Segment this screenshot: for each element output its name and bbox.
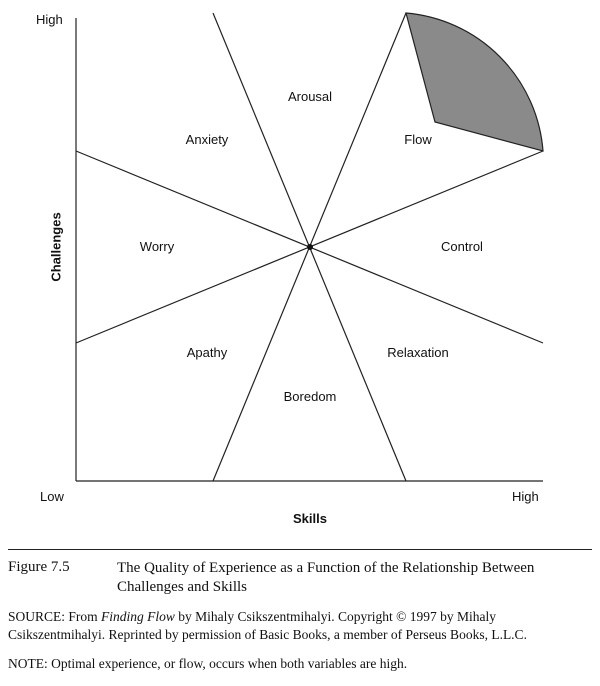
region-worry: Worry [139,239,175,254]
source-rest: by Mihaly Csikszentmihalyi. Copyright © 1997 by Mihaly Csikszentmihalyi. Reprinted by permission of Basic Books, a member of Perseus Books, L.L.C. [8,609,527,642]
center-point [307,244,313,250]
y-axis-label: Challenges [48,212,64,282]
source-note [8,608,592,644]
source-book-title: Finding Flow [101,609,175,624]
flow-sector [406,13,543,151]
figure-title: The Quality of Experience as a Function of the Relationship Between Challenges and Skills [117,560,535,595]
region-control: Control [441,239,483,254]
figure-number: Figure 7.5 [8,559,70,575]
x-axis-label: Skills [293,511,327,526]
region-flow: Flow [404,132,432,147]
region-boredom: Boredom [283,389,337,404]
region-apathy: Apathy [186,345,228,360]
y-high-label: High [36,12,63,27]
x-low-label: Low [40,489,64,504]
figure-note: NOTE: Optimal experience, or flow, occurs when both variables are high. [8,656,408,671]
source-prefix: SOURCE: From [8,609,102,624]
caption-divider [8,549,592,550]
x-high-label: High [512,489,539,504]
region-anxiety: Anxiety [185,132,229,147]
region-relaxation: Relaxation [387,345,449,360]
region-arousal: Arousal [287,89,333,104]
